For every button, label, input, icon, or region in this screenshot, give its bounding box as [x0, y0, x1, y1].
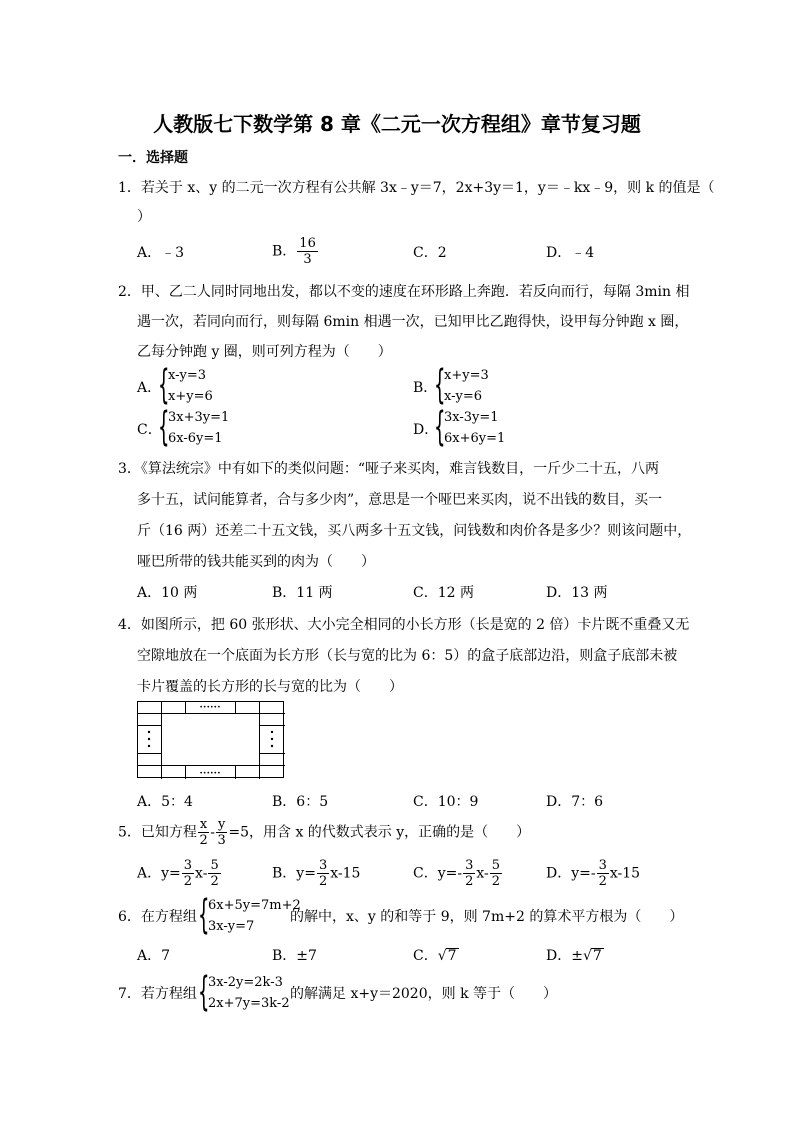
bottom-dots: •••••• [199, 770, 221, 777]
q4-option-c: C．10：9 [413, 794, 479, 810]
q1-option-d: D．﹣4 [546, 245, 595, 261]
q1-option-a: A．﹣3 [137, 245, 185, 261]
q4-option-a: A．5：4 [137, 794, 193, 810]
page-title: 人教版七下数学第 8 章《二元一次方程组》章节复习题 [153, 112, 641, 136]
q3-stem-line4: 哑巴所带的钱共能买到的肉为（ ） [137, 554, 375, 570]
q4-stem-line3: 卡片覆盖的长方形的长与宽的比为（ ） [137, 679, 403, 695]
q3-option-c: C．12 两 [413, 585, 474, 601]
q3-option-d: D．13 两 [546, 585, 608, 601]
q5-option-a: A．y= $\frac{3}{2}$ x- $\frac{5}{2}$ [137, 858, 219, 889]
q4-stem-line1: 4．如图所示，把 60 张形状、大小完全相同的小长方形（长是宽的 2 倍）卡片既不重叠又无 [118, 617, 690, 633]
q4-option-b: B．6：5 [272, 794, 329, 810]
q2-option-a-label: A． [137, 380, 162, 396]
q2-option-d-label: D． [413, 422, 439, 438]
q6-option-c: C．√7 [413, 948, 457, 964]
q6-option-a: A．7 [137, 948, 171, 964]
top-dots: •••••• [199, 704, 221, 711]
q6-stem-lead: 6．在方程组 [118, 909, 197, 925]
q7-stem-tail: 的解满足 x+y＝2020，则 k 等于（ ） [290, 986, 557, 1002]
q3-stem-line3: 斤（16 两）还差二十五文钱，买八两多十五文钱，问钱数和肉价各是多少？则该问题中， [137, 523, 692, 539]
q4-stem-line2: 空隙地放在一个底面为长方形（长与宽的比为 6：5）的盒子底部边沿，则盒子底部未被 [137, 648, 678, 664]
q2-stem-line3: 乙每分钟跑 y 圈，则可列方程为（ ） [137, 344, 392, 360]
q6-option-b: B．±7 [272, 948, 317, 964]
q1-option-b: B． $\frac{16}{3}$ [272, 236, 316, 267]
q2-option-c-label: C． [137, 422, 162, 438]
box-figure [137, 701, 285, 779]
q2-option-b-label: B． [413, 380, 438, 396]
q7-stem-lead: 7．若方程组 [118, 986, 197, 1002]
q2-stem-line2: 遇一次，若同向而行，则每隔 6min 相遇一次，已知甲比乙跑得快，设甲每分钟跑 x 圈， [137, 314, 689, 330]
q1-stem: 1．若关于 x、y 的二元一次方程有公共解 3x﹣y＝7，2x+3y＝1，y＝﹣kx﹣9，则 k 的值是（ [118, 180, 715, 196]
q3-stem-line2: 多十五，试问能算者，合与多少肉”，意思是一个哑巴来买肉，说不出钱的数目，买一 [137, 492, 663, 508]
q3-option-b: B．11 两 [272, 585, 333, 601]
q1-stem-end: ） [137, 209, 151, 225]
q6-option-d: D．±√7 [546, 948, 602, 964]
section-heading: 一．选择题 [118, 150, 188, 166]
q3-stem-line1: 3．《算法统宗》中有如下的类似问题：“哑子来买肉，难言钱数目，一斤少二十五，八两 [118, 461, 660, 477]
q5-stem: 5．已知方程 $\frac{x}{2}$ - $\frac{y}{3}$ =5，用含 x 的代数式表示 y，正确的是（ ） [118, 817, 531, 848]
q6-stem-tail: 的解中，x、y 的和等于 9，则 7m+2 的算术平方根为（ ） [290, 909, 684, 925]
q1-option-c: C．2 [413, 245, 447, 261]
q5-option-d: D．y=- $\frac{3}{2}$ x-15 [546, 858, 641, 889]
document-page: 人教版七下数学第 8 章《二元一次方程组》章节复习题 一．选择题 1．若关于 x、y 的二元一次方程有公共解 3x﹣y＝7，2x+3y＝1，y＝﹣kx﹣9，则 k 的值是（ ） A．﹣3 B． $\frac{16}{3}$ C．2 D．﹣4 2．甲、乙二人同时同地出发，都以不变的速度在环形路上奔跑．若反向而行，每隔 3min 相 遇一次，若同向而行，则每隔 6min 相遇一次，已知甲比乙跑得快，设甲每分钟跑 x 圈， 乙每分钟跑 y 圈，则可列方程为（ ） A． { x-y=3 x+y=6 B． { x+y=3 x-y=6 C． { 3x+3y=1 6x-6y=1 D． { 3x-3y=1 6x+6y=1 3．《算法统宗》中有如下的类似问题：“哑子来买肉，难言钱数目，一斤少二十五，八两 多十五，试问能算者，合与多少肉”，意思是一个哑巴来买肉，说不出钱的数目，买一 斤（16 两）还差二十五文钱，买八两多十五文钱，问钱数和肉价各是多少？则该问题中， 哑巴所带的钱共能买到的肉为（ ） A．10 两 B．11 两 C．12 两 D．13 两 4．如图所示，把 60 张形状、大小完全相同的小长方形（长是宽的 2 倍）卡片既不重叠又无 空隙地放在一个底面为长方形（长与宽的比为 6：5）的盒子底部边沿，则盒子底部未被 卡片覆盖的长方形的长与宽的比为（ ） •••••• •••••• A．5：4 B．6：5 C．10：9 D．7：6 5．已知方程 $\frac{x}{2}$ - $\frac{y}{3}$ =5，用含 x 的代数式表示 y，正确的是（ ） A．y= $\frac{3}{2}$ x- $\frac{5}{2}$ B．y= $\frac{3}{2}$ x-15 C．y=- $\frac{3}{2}$ x- $\frac{5}{2}$ D．y=- $\frac{3}{2}$ x-15 6．在方程组 { 6x+5y=7m+2 3x-y=7 的解中，x、y 的和等于 9，则 7m+2 的算术平方根为（ ） A．7 B．±7 C．√7 D．±√7 7．若方程组 { 3x-2y=2k-3 2x+7y=3k-2 的解满足 x+y＝2020，则 k 等于（ ） [0, 0, 794, 1123]
q5-option-c: C．y=- $\frac{3}{2}$ x- $\frac{5}{2}$ [413, 858, 501, 889]
q2-stem-line1: 2．甲、乙二人同时同地出发，都以不变的速度在环形路上奔跑．若反向而行，每隔 3min 相 [118, 284, 690, 300]
q4-option-d: D．7：6 [546, 794, 604, 810]
q3-option-a: A．10 两 [137, 585, 198, 601]
q5-option-b: B．y= $\frac{3}{2}$ x-15 [272, 858, 361, 889]
